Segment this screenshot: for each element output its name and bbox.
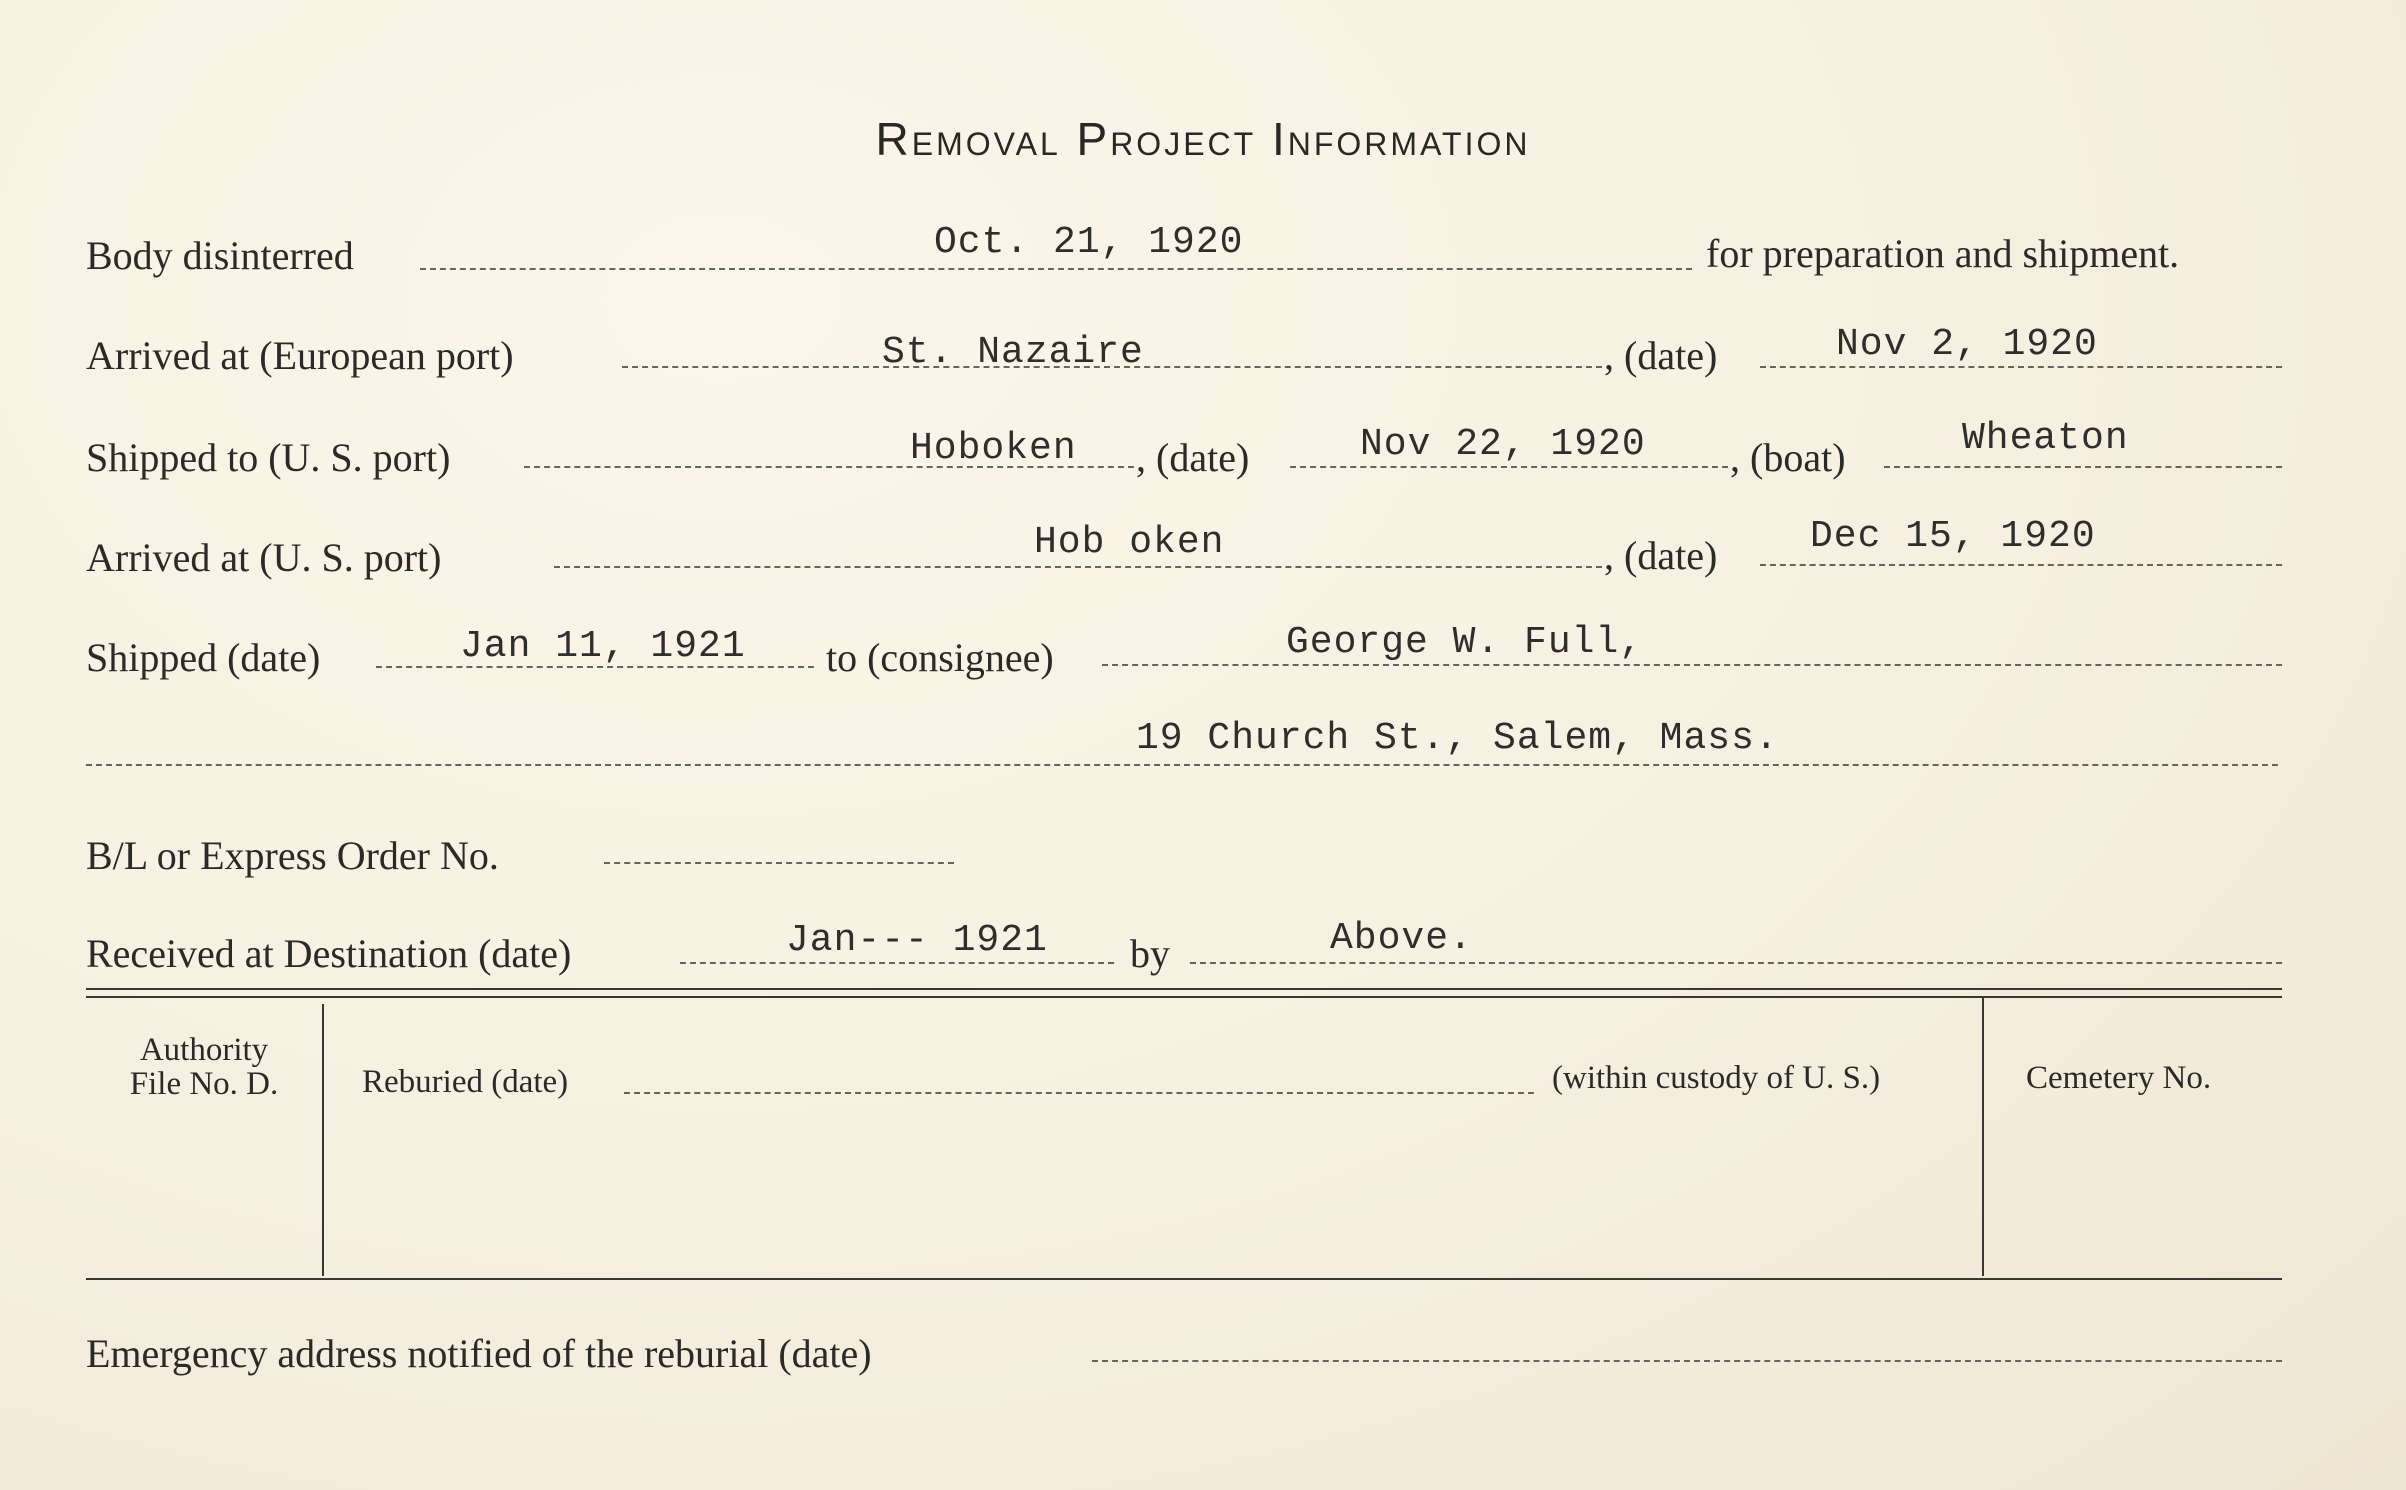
boat-line bbox=[1884, 466, 2282, 468]
emergency-address-label: Emergency address notified of the reburial (date) bbox=[86, 1331, 872, 1376]
shipped-date-row-label: Shipped (date) bbox=[86, 635, 321, 680]
received-date-line bbox=[680, 962, 1114, 964]
received-by-label: by bbox=[1130, 931, 1170, 976]
boat-value: Wheaton bbox=[1962, 417, 2129, 460]
body-disinterred-line bbox=[420, 268, 1692, 270]
received-by-value: Above. bbox=[1330, 917, 1473, 960]
shipped-us-port-label: Shipped to (U. S. port) bbox=[86, 435, 451, 480]
shipped-us-port-value: Hoboken bbox=[910, 427, 1077, 470]
shipped-date-line bbox=[1290, 466, 1728, 468]
authority-label-line2: File No. D. bbox=[129, 1066, 279, 1102]
european-date-line bbox=[1760, 366, 2282, 368]
box-top-rule-2 bbox=[86, 996, 2282, 998]
bl-express-order-label: B/L or Express Order No. bbox=[86, 833, 499, 878]
european-port-value: St. Nazaire bbox=[882, 331, 1144, 374]
boat-label: , (boat) bbox=[1730, 435, 1846, 480]
body-disinterred-label: Body disinterred bbox=[86, 233, 354, 278]
arrived-us-port-line bbox=[554, 566, 1602, 568]
authority-label-line1: Authority bbox=[139, 1032, 269, 1068]
box-left-divider bbox=[322, 1004, 324, 1276]
address-line bbox=[86, 764, 2278, 766]
arrived-european-port-label: Arrived at (European port) bbox=[86, 333, 514, 378]
box-bottom-rule bbox=[86, 1278, 2282, 1280]
cemetery-no-label: Cemetery No. bbox=[2026, 1060, 2212, 1096]
reburied-line bbox=[624, 1092, 1534, 1094]
custody-label: (within custody of U. S.) bbox=[1552, 1060, 1881, 1096]
received-destination-label: Received at Destination (date) bbox=[86, 931, 572, 976]
european-date-value: Nov 2, 1920 bbox=[1836, 323, 2098, 366]
bl-express-order-line bbox=[604, 862, 954, 864]
body-disinterred-date: Oct. 21, 1920 bbox=[934, 221, 1244, 264]
emergency-date-line bbox=[1092, 1360, 2282, 1362]
arrived-us-port-label: Arrived at (U. S. port) bbox=[86, 535, 442, 580]
reburied-label: Reburied (date) bbox=[362, 1064, 569, 1100]
form-title: Removal Project Information bbox=[875, 113, 1531, 165]
consignee-address: 19 Church St., Salem, Mass. bbox=[1136, 717, 1779, 760]
shipped-row-date-value: Jan 11, 1921 bbox=[460, 625, 746, 668]
arrived-us-port-value: Hob oken bbox=[1034, 521, 1225, 564]
received-date-value: Jan--- 1921 bbox=[786, 919, 1048, 962]
european-date-label: , (date) bbox=[1604, 333, 1718, 378]
consignee-value: George W. Full, bbox=[1286, 621, 1644, 664]
box-right-divider bbox=[1982, 998, 1984, 1276]
received-by-line bbox=[1190, 962, 2282, 964]
consignee-line bbox=[1102, 664, 2282, 666]
preparation-shipment-label: for preparation and shipment. bbox=[1706, 231, 2180, 276]
arrived-date-line bbox=[1760, 564, 2282, 566]
box-top-rule-1 bbox=[86, 988, 2282, 990]
shipped-date-value: Nov 22, 1920 bbox=[1360, 423, 1646, 466]
shipped-date-label: , (date) bbox=[1136, 435, 1250, 480]
consignee-label: to (consignee) bbox=[826, 635, 1054, 680]
arrived-date-value: Dec 15, 1920 bbox=[1810, 515, 2096, 558]
arrived-date-label: , (date) bbox=[1604, 533, 1718, 578]
